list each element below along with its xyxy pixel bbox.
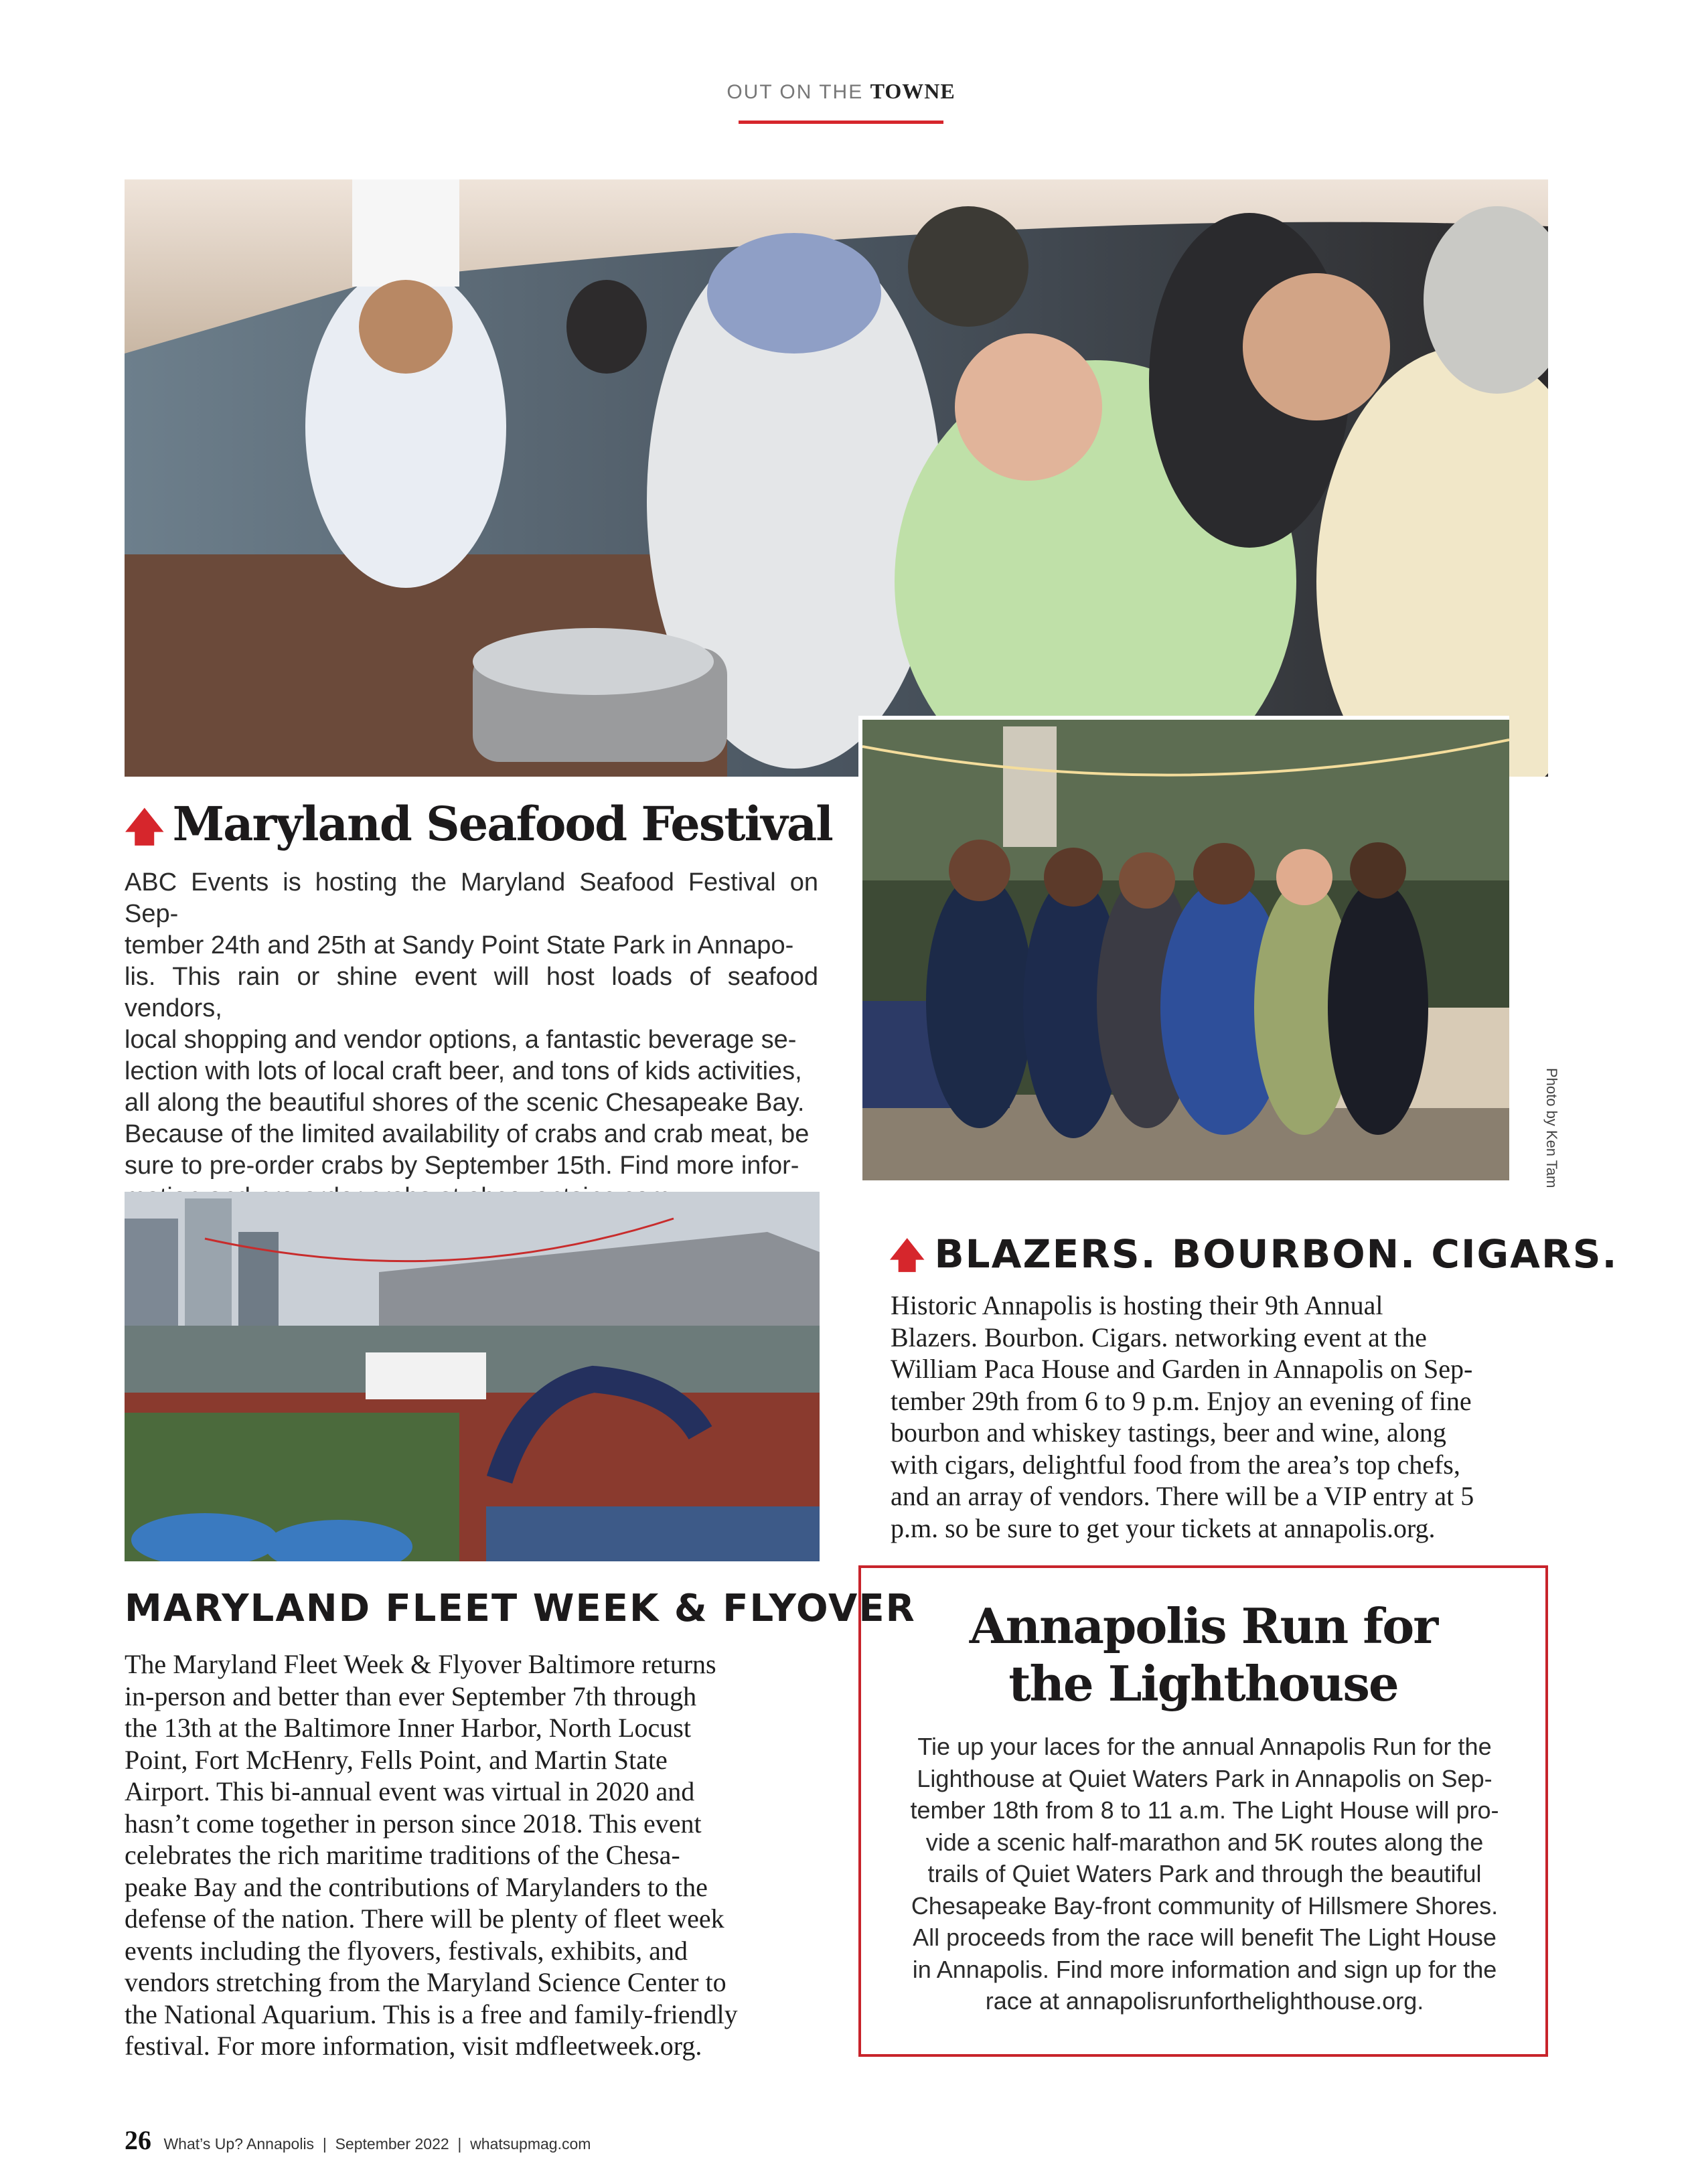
text-line: hasn’t come together in person since 2018. This event (125, 1808, 702, 1839)
text-line: Because of the limited availability of crabs and crab meat, be (125, 1120, 810, 1148)
blazers-body (891, 1290, 1540, 1544)
seafood-festival-body (125, 867, 818, 1213)
text-line: the National Aquarium. This is a free and family-friendly (125, 1999, 738, 2029)
section-kicker (0, 79, 1682, 104)
kicker-bold: TOWNE (870, 79, 955, 103)
text-line: with cigars, delightful food from the area’s top chefs, (891, 1449, 1460, 1480)
seafood-festival-title: Maryland Seafood Festival (172, 796, 832, 852)
red-arrow-up-icon: 🡅 (125, 804, 163, 850)
text-line: William Paca House and Garden in Annapolis on Sep- (891, 1354, 1473, 1384)
text-line: ABC Events is hosting the Maryland Seafood Festival on Sep- (125, 868, 818, 928)
seafood-festival-photo (125, 179, 1548, 777)
blazers-title: BLAZERS. BOURBON. CIGARS. (934, 1231, 1618, 1277)
blazers-event-photo (858, 716, 1509, 1180)
text-line: festival. For more information, visit mdfleetweek.org. (125, 2031, 702, 2061)
text-line: sure to pre-order crabs by September 15th. Find more infor- (125, 1152, 799, 1180)
red-arrow-up-icon: 🡅 (889, 1236, 925, 1276)
page-number: 26 (125, 2125, 151, 2155)
lighthouse-run-body (888, 1731, 1521, 2017)
text-line: tember 29th from 6 to 9 p.m. Enjoy an evening of fine (891, 1385, 1472, 1416)
title-line: Annapolis Run for (969, 1597, 1438, 1654)
lighthouse-run-callout (858, 1565, 1548, 2057)
text-line: peake Bay and the contributions of Marylanders to the (125, 1871, 708, 1902)
text-line: p.m. so be sure to get your tickets at annapolis.org. (891, 1512, 1436, 1543)
text-line: vendors stretching from the Maryland Science Center to (125, 1967, 727, 1997)
kicker-light: OUT ON THE (727, 81, 864, 103)
text-line: and an array of vendors. There will be a VIP entry at 5 (891, 1481, 1474, 1511)
text-line: trails of Quiet Waters Park and through the beautiful (927, 1860, 1482, 1887)
text-line: tember 24th and 25th at Sandy Point State Park in Annapo- (125, 931, 794, 959)
text-line: tember 18th from 8 to 11 a.m. The Light House will pro- (910, 1796, 1499, 1824)
text-line: The Maryland Fleet Week & Flyover Baltimore returns (125, 1649, 716, 1679)
text-line: in-person and better than ever September 7th through (125, 1681, 697, 1711)
text-line: Airport. This bi-annual event was virtual in 2020 and (125, 1776, 695, 1806)
text-line: lection with lots of local craft beer, and tons of kids activities, (125, 1057, 802, 1085)
text-line: Historic Annapolis is hosting their 9th Annual (891, 1290, 1383, 1320)
text-line: race at annapolisrunforthelighthouse.org. (985, 1987, 1424, 2015)
text-line: Point, Fort McHenry, Fells Point, and Martin State (125, 1744, 668, 1775)
text-line: lis. This rain or shine event will host loads of seafood vendors, (125, 963, 818, 1022)
lighthouse-run-title (861, 1597, 1545, 1713)
kicker-rule (739, 121, 943, 124)
text-line: local shopping and vendor options, a fantastic beverage se- (125, 1026, 797, 1054)
text-line: Blazers. Bourbon. Cigars. networking event at the (891, 1322, 1427, 1352)
fleet-week-photo (125, 1192, 820, 1561)
blazers-heading (889, 1231, 1618, 1279)
title-line: the Lighthouse (1008, 1655, 1398, 1712)
text-line: the 13th at the Baltimore Inner Harbor, North Locust (125, 1713, 691, 1743)
text-line: vide a scenic half-marathon and 5K routes along the (925, 1828, 1484, 1856)
seafood-festival-heading (125, 794, 832, 857)
text-line: All proceeds from the race will benefit The Light House (913, 1924, 1497, 1951)
fleet-week-body (125, 1648, 816, 2062)
page-footer (125, 2124, 591, 2156)
text-line: Tie up your laces for the annual Annapolis Run for the (917, 1733, 1492, 1760)
text-line: defense of the nation. There will be plenty of fleet week (125, 1903, 724, 1934)
text-line: all along the beautiful shores of the scenic Chesapeake Bay. (125, 1089, 805, 1117)
text-line: bourbon and whiskey tastings, beer and wine, along (891, 1417, 1446, 1448)
fleet-week-heading: MARYLAND FLEET WEEK & FLYOVER (125, 1587, 916, 1630)
text-line: celebrates the rich maritime traditions of the Chesa- (125, 1840, 680, 1870)
text-line: in Annapolis. Find more information and sign up for the (912, 1955, 1497, 1983)
photo-credit: Photo by Ken Tam (1543, 1068, 1560, 1188)
text-line: events including the flyovers, festivals, exhibits, and (125, 1935, 688, 1966)
text-line: Lighthouse at Quiet Waters Park in Annapolis on Sep- (917, 1764, 1493, 1792)
text-line: Chesapeake Bay-front community of Hillsmere Shores. (911, 1891, 1499, 1920)
publication-info: What’s Up? Annapolis | September 2022 | whatsupmag.com (163, 2135, 591, 2153)
